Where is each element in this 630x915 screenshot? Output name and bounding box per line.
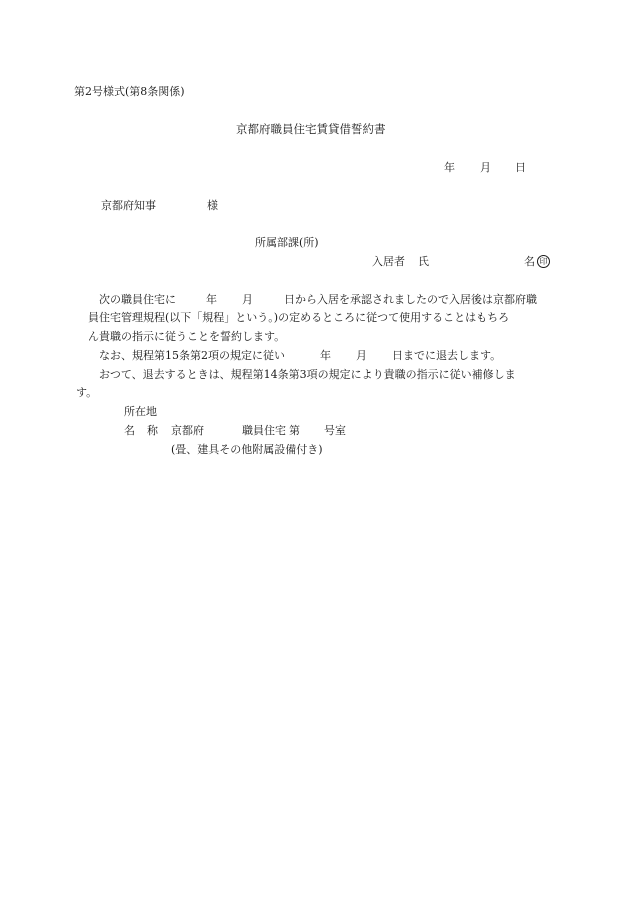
p1-line-2: 員住宅管理規程(以下「規程」という。)の定めるところに従つて使用することはもちろ — [88, 311, 510, 324]
location-label: 所在地 — [124, 405, 157, 418]
p3-line-1: おつて、退去するときは、規程第14条第3項の規定により貴職の指示に従い補修しま — [99, 368, 516, 381]
p1-month-label: 月 — [242, 293, 253, 306]
p2-month-label: 月 — [356, 349, 367, 362]
property-housing: 職員住宅 — [242, 424, 286, 437]
document-title: 京都府職員住宅賃貸借誓約書 — [236, 122, 386, 136]
p1-line-3: ん貴職の指示に従うことを誓約します。 — [88, 330, 286, 343]
addressee-honorific: 様 — [207, 199, 218, 212]
date-month-label: 月 — [480, 161, 491, 174]
property-prefecture: 京都府 — [171, 424, 204, 437]
resident-name-label-1: 氏 — [418, 255, 429, 268]
property-name-label-2: 称 — [147, 424, 158, 437]
seal-icon: 印 — [537, 255, 550, 268]
p2-year-label: 年 — [320, 349, 331, 362]
p2-text-a: なお、規程第15条第2項の規定に従い — [99, 349, 285, 362]
p1-year-label: 年 — [206, 293, 217, 306]
property-name-label-1: 名 — [124, 424, 135, 437]
date-year-label: 年 — [444, 161, 455, 174]
p1-text-d: 日から入居を承認されましたので入居後は京都府職 — [284, 293, 537, 306]
resident-name-label-2: 名 — [524, 255, 535, 268]
property-room-prefix: 第 — [289, 424, 300, 437]
seal-mark — [536, 255, 550, 268]
property-note: (畳、建具その他附属設備付き) — [171, 443, 323, 456]
property-room-suffix: 号室 — [324, 424, 346, 437]
addressee-name: 京都府知事 — [101, 199, 156, 212]
resident-label: 入居者 — [372, 255, 405, 268]
form-number: 第2号様式(第8条関係) — [74, 85, 185, 98]
p2-text-d: 日までに退去します。 — [392, 349, 502, 362]
p3-line-2: す。 — [76, 386, 98, 399]
p1-text-a: 次の職員住宅に — [99, 293, 176, 306]
affiliation-label: 所属部課(所) — [255, 236, 319, 249]
date-day-label: 日 — [515, 161, 526, 174]
